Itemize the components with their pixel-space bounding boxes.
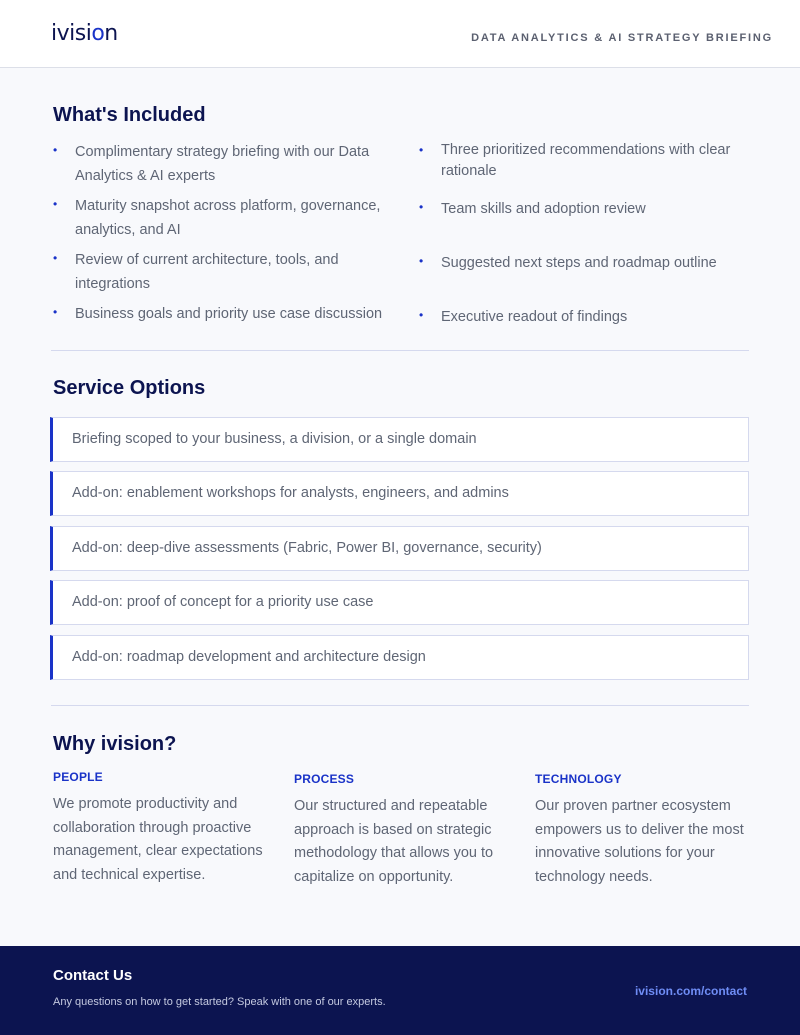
bullet-icon: • — [419, 254, 424, 268]
why-column-heading: PEOPLE — [53, 770, 103, 784]
list-item: • Executive readout of findings — [419, 305, 759, 329]
list-item: • Suggested next steps and roadmap outline — [419, 251, 759, 275]
whats-included-heading: What's Included — [53, 104, 206, 126]
section-divider — [51, 350, 749, 351]
list-item: • Business goals and priority use case discussion — [53, 302, 413, 326]
list-item: • Complimentary strategy briefing with our Data Analytics & AI experts — [53, 140, 413, 188]
ivision-logo[interactable]: ivision — [51, 21, 118, 46]
section-divider — [51, 705, 749, 706]
why-column-technology — [535, 772, 750, 890]
included-list-left — [53, 140, 413, 326]
page-header — [0, 0, 800, 68]
why-column-text: Our structured and repeatable approach is based on strategic methodology that allows you to capitalize on opportunity. — [294, 798, 494, 886]
list-item: • Maturity snapshot across platform, governance, analytics, and AI — [53, 194, 413, 242]
why-ivision-heading: Why ivision? — [53, 733, 177, 755]
list-item: • Team skills and adoption review — [419, 197, 759, 221]
bullet-icon: • — [53, 251, 58, 265]
included-list-right — [419, 140, 759, 329]
why-column-text: We promote productivity and collaboration through proactive management, clear expectations and technical expertise. — [53, 796, 263, 884]
why-column-people — [53, 770, 268, 888]
bullet-icon: • — [419, 200, 424, 214]
why-column-process — [294, 772, 509, 890]
contact-footer — [0, 946, 800, 1035]
bullet-icon: • — [419, 143, 424, 157]
bullet-icon: • — [53, 197, 58, 211]
service-option: Add-on: proof of concept for a priority use case — [50, 580, 749, 625]
bullet-icon: • — [53, 305, 58, 319]
contact-heading: Contact Us — [53, 967, 133, 984]
bullet-icon: • — [419, 308, 424, 322]
contact-text: Any questions on how to get started? Speak with one of our experts. — [53, 996, 386, 1008]
service-option: Add-on: deep-dive assessments (Fabric, Power BI, governance, security) — [50, 526, 749, 571]
why-column-heading: PROCESS — [294, 772, 355, 786]
list-item: • Three prioritized recommendations with clear rationale — [419, 142, 731, 179]
service-option: Add-on: roadmap development and architecture design — [50, 635, 749, 680]
why-column-text: Our proven partner ecosystem empowers us to deliver the most innovative solutions for your technology needs. — [535, 798, 744, 886]
list-item: • Review of current architecture, tools, and integrations — [53, 248, 413, 296]
service-options-heading: Service Options — [53, 377, 206, 399]
service-option: Briefing scoped to your business, a division, or a single domain — [50, 417, 749, 462]
contact-link[interactable]: ivision.com/contact — [634, 984, 747, 998]
why-column-heading: TECHNOLOGY — [535, 772, 622, 786]
document-title: DATA ANALYTICS & AI STRATEGY BRIEFING — [471, 32, 773, 44]
service-option: Add-on: enablement workshops for analysts, engineers, and admins — [50, 471, 749, 516]
bullet-icon: • — [53, 143, 58, 157]
